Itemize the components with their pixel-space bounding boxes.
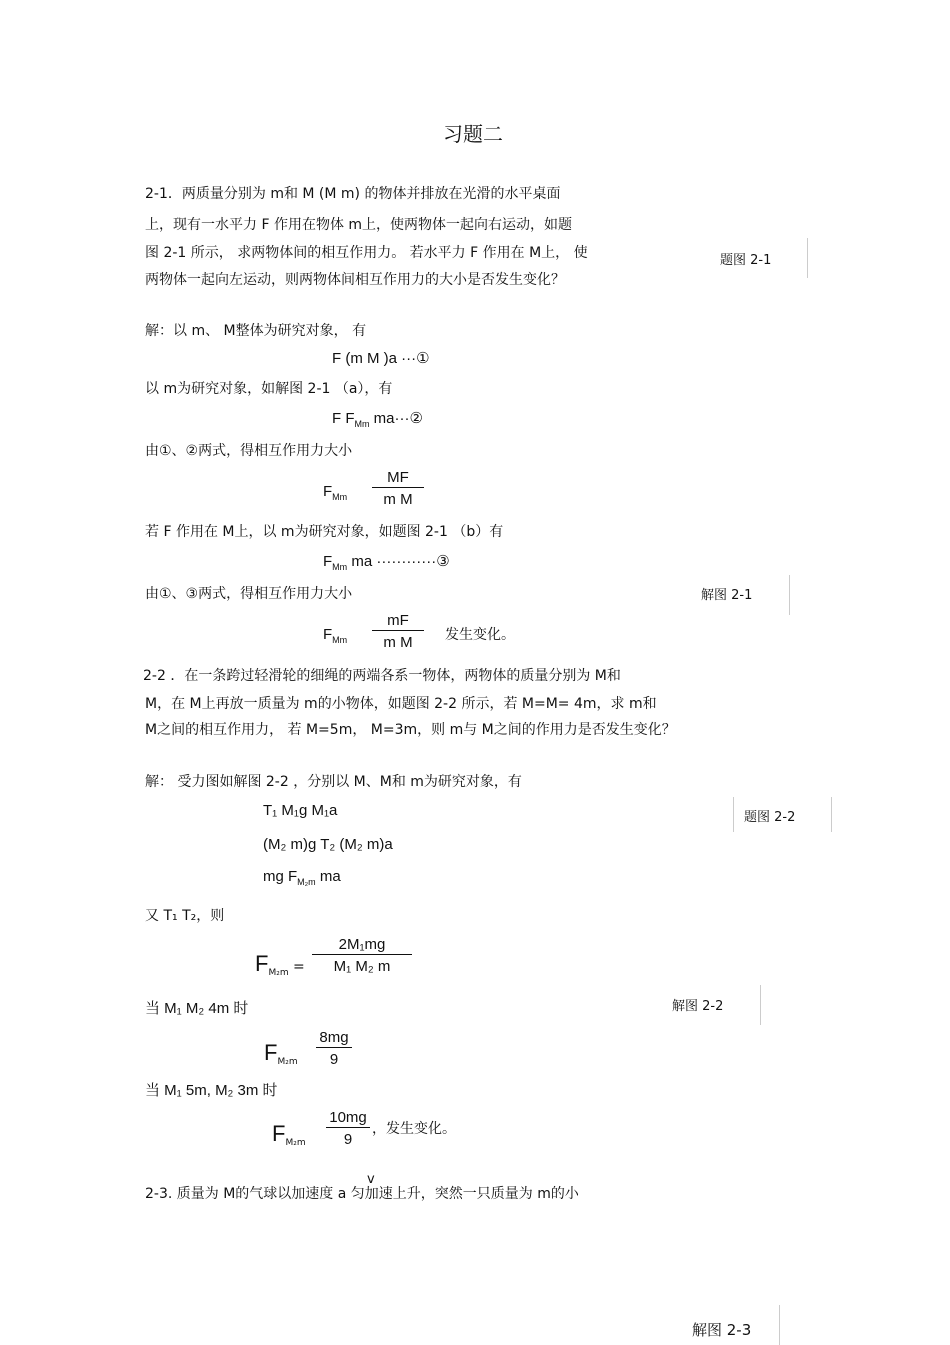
- vector-mark: v: [367, 1172, 375, 1187]
- solution-2-1-line-5: 由①、③两式，得相互作用力大小: [145, 586, 353, 602]
- formula-2-tail: 发生变化。: [445, 627, 515, 643]
- fraction-denominator: m M: [383, 491, 413, 508]
- figure-divider: [807, 238, 808, 278]
- problem-2-2-line-2: M，在 M上再放一质量为 m的小物体，如题图 2-2 所示，若 M=M= 4m，求 m和: [145, 696, 657, 712]
- page-title: 习题二: [443, 122, 503, 146]
- solution-2-2-line-2: 又 T₁ T₂，则: [145, 908, 225, 924]
- formula-3-fraction: [312, 936, 412, 975]
- formula-5-fraction: [326, 1109, 370, 1148]
- formula-1-fraction: [372, 469, 424, 508]
- solution-figure-caption-2-3: 解图 2-3: [692, 1321, 752, 1339]
- solution-2-1-line-1: 解：以 m、 M整体为研究对象， 有: [145, 323, 367, 339]
- formula-2-lhs: $F_{Mm}$: [323, 626, 348, 645]
- solution-2-2-line-3: 当 M₁ M₂ 4m 时: [145, 1000, 249, 1017]
- fraction-numerator: 2M₁mg: [338, 936, 386, 953]
- fraction-numerator: mF: [387, 612, 409, 629]
- formula-5-lhs: $F_{M_2m}$: [272, 1121, 306, 1148]
- equation-2: F $F_{Mm}$ ma···②: [332, 410, 423, 429]
- system-equation-3: mg $F_{M_2m}$ ma: [263, 868, 341, 887]
- solution-2-1-line-4: 若 F 作用在 M上，以 m为研究对象，如题图 2-1 （b）有: [145, 524, 504, 540]
- formula-1-lhs: $F_{Mm}$: [323, 483, 348, 502]
- fraction-denominator: 9: [329, 1051, 339, 1068]
- solution-2-1-line-2: 以 m为研究对象，如解图 2-1 （a），有: [145, 381, 393, 397]
- equation-1: F (m M )a ···①: [332, 350, 430, 367]
- fraction-bar: [372, 487, 424, 488]
- problem-2-1-line-3: 图 2-1 所示， 求两物体间的相互作用力。 若水平力 F 作用在 M上， 使: [145, 245, 588, 261]
- figure-caption-2-1: 题图 2-1: [720, 253, 772, 268]
- figure-caption-2-2: 题图 2-2: [744, 810, 796, 825]
- problem-2-1-line-1: 2-1．两质量分别为 m和 M (M m) 的物体并排放在光滑的水平桌面: [145, 186, 561, 202]
- formula-4-fraction: [316, 1029, 352, 1068]
- formula-4-lhs: $F_{M_2m}$: [264, 1040, 298, 1067]
- system-equation-2: (M₂ m)g T₂ (M₂ m)a: [263, 836, 393, 853]
- fraction-bar: [312, 954, 412, 955]
- formula-3-lhs: $F_{M_2m}$ =: [255, 951, 305, 978]
- fraction-denominator: m M: [383, 634, 413, 651]
- solution-figure-caption-2-1: 解图 2-1: [701, 588, 753, 603]
- problem-2-3-line-1: 2-3. 质量为 M的气球以加速度 a 匀加速上升，突然一只质量为 m的小: [145, 1186, 579, 1202]
- solution-2-1-line-3: 由①、②两式，得相互作用力大小: [145, 443, 353, 459]
- fraction-denominator: M₁ M₂ m: [333, 958, 391, 975]
- fraction-bar: [326, 1127, 370, 1128]
- fraction-numerator: 8mg: [319, 1029, 349, 1046]
- problem-2-2-line-3: M之间的相互作用力， 若 M=5m， M=3m，则 m与 M之间的作用力是否发生变化？: [145, 722, 676, 738]
- solution-2-2-line-4: 当 M₁ 5m, M₂ 3m 时: [145, 1082, 278, 1099]
- fraction-denominator: 9: [343, 1131, 353, 1148]
- system-equation-1: T₁ M₁g M₁a: [263, 802, 338, 819]
- fraction-bar: [316, 1047, 352, 1048]
- formula-2-fraction: [372, 612, 424, 651]
- solution-figure-caption-2-2: 解图 2-2: [672, 999, 724, 1014]
- fraction-numerator: 10mg: [329, 1109, 367, 1126]
- figure-divider: [733, 797, 734, 832]
- problem-2-1-line-4: 两物体一起向左运动，则两物体间相互作用力的大小是否发生变化？: [145, 272, 565, 288]
- figure-divider: [760, 985, 761, 1025]
- fraction-bar: [372, 630, 424, 631]
- problem-2-1-line-2: 上，现有一水平力 F 作用在物体 m上，使两物体一起向右运动，如题: [145, 217, 573, 233]
- formula-5-tail: ，发生变化。: [372, 1121, 456, 1137]
- equation-3: $F_{Mm}$ ma ············③: [323, 553, 450, 572]
- figure-divider: [779, 1305, 780, 1345]
- solution-2-2-line-1: 解： 受力图如解图 2-2 ，分别以 M、M和 m为研究对象，有: [145, 774, 522, 790]
- figure-divider: [789, 575, 790, 615]
- problem-2-2-line-1: 2-2 ．在一条跨过轻滑轮的细绳的两端各系一物体，两物体的质量分别为 M和: [143, 668, 621, 684]
- figure-divider: [831, 797, 832, 832]
- fraction-numerator: MF: [387, 469, 409, 486]
